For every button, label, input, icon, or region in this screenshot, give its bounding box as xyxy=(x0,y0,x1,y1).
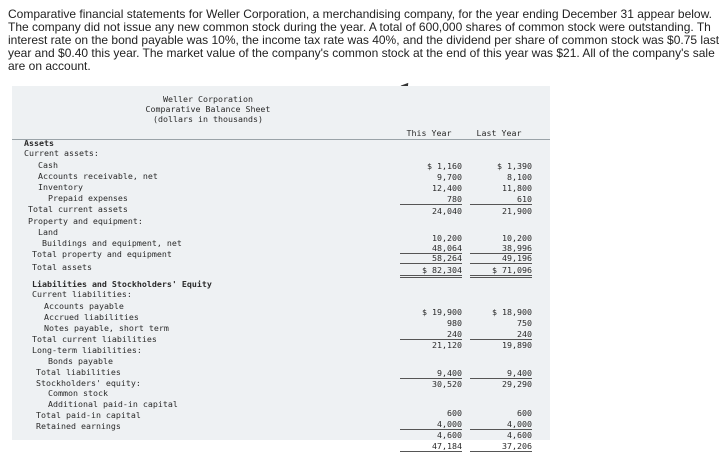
row-label: Assets xyxy=(24,138,54,148)
this-year-value: $ 82,304 xyxy=(400,265,462,278)
column-header-this-year: This Year xyxy=(406,128,452,138)
row-label: Accounts receivable, net xyxy=(38,171,158,181)
table-row xyxy=(12,378,550,388)
table-row xyxy=(12,262,550,275)
row-label: Current liabilities: xyxy=(32,289,132,299)
table-row xyxy=(12,171,550,181)
problem-intro xyxy=(8,7,719,73)
this-year-value: 21,120 xyxy=(432,340,462,350)
intro-line-5: are on account. xyxy=(8,59,91,73)
table-row xyxy=(12,148,550,158)
last-year-value: 19,890 xyxy=(502,340,532,350)
row-label: Notes payable, short term xyxy=(44,323,169,333)
last-year-value: 9,400 xyxy=(470,368,532,379)
row-label: Long-term liabilities: xyxy=(32,345,142,355)
this-year-value: 9,700 xyxy=(437,172,462,182)
last-year-value: 4,600 xyxy=(507,430,532,440)
row-label: Total current liabilities xyxy=(32,334,157,344)
row-label: Total property and equipment xyxy=(32,249,172,259)
last-year-value: $ 1,390 xyxy=(497,161,532,171)
row-label: Common stock xyxy=(48,388,108,398)
this-year-value: 48,064 xyxy=(400,243,462,254)
last-year-value: 29,290 xyxy=(502,379,532,389)
row-label: Liabilities and Stockholders' Equity xyxy=(32,279,212,289)
row-label: Cash xyxy=(38,160,58,170)
statement-title: Comparative Balance Sheet xyxy=(145,104,271,114)
this-year-value: 24,040 xyxy=(432,206,462,216)
row-label: Total assets xyxy=(32,262,92,272)
last-year-value: 4,000 xyxy=(470,419,532,430)
this-year-value: 980 xyxy=(447,318,462,328)
intro-line-1: Comparative financial statements for Weller Corporation, a merchandising company, for the year ending December 31 appear below. xyxy=(8,7,712,21)
this-year-value: 600 xyxy=(447,408,462,418)
this-year-value: 10,200 xyxy=(432,233,462,243)
row-label: Total paid-in capital xyxy=(36,410,141,420)
row-label: Total current assets xyxy=(28,204,128,214)
table-row xyxy=(12,345,550,355)
this-year-value: $ 1,160 xyxy=(427,161,462,171)
row-label: Accrued liabilities xyxy=(44,312,139,322)
last-year-value: 10,200 xyxy=(502,233,532,243)
last-year-value: $ 71,096 xyxy=(470,265,532,278)
this-year-value: 4,000 xyxy=(400,419,462,430)
last-year-value: $ 18,900 xyxy=(492,307,532,317)
this-year-value: 240 xyxy=(400,329,462,340)
table-row xyxy=(12,193,550,203)
row-label: Current assets: xyxy=(24,148,99,158)
table-row xyxy=(12,204,550,214)
statement-units: (dollars in thousands) xyxy=(153,114,263,124)
row-label: Accounts payable xyxy=(44,301,124,311)
intro-line-3: interest rate on the bond payable was 10%, the income tax rate was 40%, and the dividend per share of common stock was $0.75 last xyxy=(8,33,719,47)
row-label: Retained earnings xyxy=(36,421,121,431)
this-year-value: 4,600 xyxy=(437,430,462,440)
this-year-value: 780 xyxy=(400,194,462,205)
row-label: Land xyxy=(38,227,58,237)
this-year-value: 12,400 xyxy=(432,183,462,193)
row-label: Additional paid-in capital xyxy=(48,399,178,409)
row-label: Inventory xyxy=(38,182,83,192)
this-year-value: 30,520 xyxy=(432,379,462,389)
table-row xyxy=(12,160,550,170)
row-label: Bonds payable xyxy=(48,356,113,366)
last-year-value: 600 xyxy=(517,408,532,418)
table-row xyxy=(12,249,550,263)
row-label: Total liabilities xyxy=(36,367,121,377)
column-header-last-year: Last Year xyxy=(476,128,522,138)
last-year-value: 8,100 xyxy=(507,172,532,182)
table-row xyxy=(12,182,550,192)
last-year-value: 240 xyxy=(470,329,532,340)
this-year-value: $ 19,900 xyxy=(422,307,462,317)
intro-line-2: The company did not issue any new common stock during the year. A total of 600,000 shares of common stock were outstanding. Th xyxy=(8,20,711,34)
this-year-value: 9,400 xyxy=(400,368,462,379)
table-row xyxy=(12,289,550,299)
last-year-value: 49,196 xyxy=(470,253,532,264)
row-label: Property and equipment: xyxy=(28,216,143,226)
table-row xyxy=(12,216,550,226)
this-year-value: 58,264 xyxy=(400,253,462,264)
last-year-value: 21,900 xyxy=(502,206,532,216)
last-year-value: 11,800 xyxy=(502,183,532,193)
row-label: Stockholders' equity: xyxy=(36,378,141,388)
this-year-value: 47,184 xyxy=(400,441,462,452)
table-row xyxy=(12,238,550,253)
last-year-value: 750 xyxy=(517,318,532,328)
company-name: Weller Corporation xyxy=(163,94,253,104)
table-row xyxy=(12,138,550,148)
row-label: Buildings and equipment, net xyxy=(42,238,182,248)
last-year-value: 610 xyxy=(470,194,532,205)
last-year-value: 37,206 xyxy=(470,441,532,452)
balance-sheet-panel xyxy=(12,86,550,451)
intro-line-4: year and $0.40 this year. The market value of the company's common stock at the end of this year was $21. All of the company's sale xyxy=(8,46,715,60)
table-row xyxy=(12,279,550,289)
row-label: Prepaid expenses xyxy=(48,193,128,203)
last-year-value: 38,996 xyxy=(470,243,532,254)
